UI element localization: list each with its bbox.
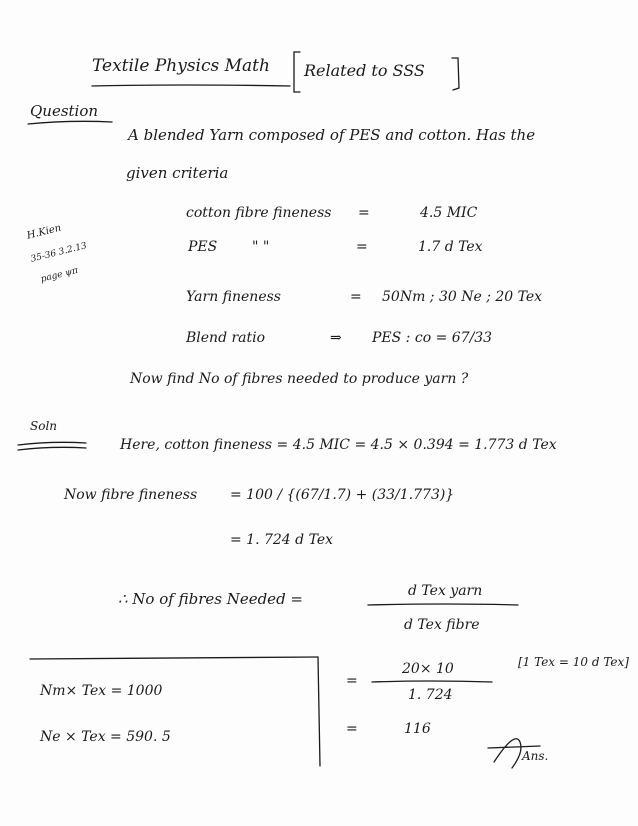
solution-fibre-formula: = 100 / {(67/1.7) + (33/1.773)} [230,487,455,503]
question-ask: Now find No of fibres needed to produce yarn ? [130,371,469,387]
question-line-2: given criteria [126,164,229,182]
tex-conversion-note: [1 Tex = 10 d Tex] [518,655,629,669]
final-answer: 116 [404,721,431,737]
formula-box-top [30,657,318,659]
criteria-pes-value: 1.7 d Tex [418,239,483,255]
criteria-yarn-name: Yarn fineness [186,289,281,305]
solution-cotton-conversion: Here, cotton fineness = 4.5 MIC = 4.5 × 0.394 = 1.773 d Tex [120,437,557,453]
margin-note-line-2: 35-36 3.2.13 [29,241,88,265]
equals-2: = [346,673,358,689]
answer-mark: Ans. [522,749,549,763]
criteria-cotton-sign: = [358,205,370,221]
title-related: Related to SSS [304,61,425,80]
question-line-1: A blended Yarn composed of PES and cotton. Has the [128,126,536,144]
solution-fibre-result: = 1. 724 d Tex [230,532,334,548]
margin-note-line-1: H.Kien [25,222,63,242]
title-underline [92,85,290,86]
criteria-pes-name: PES [188,239,218,255]
criteria-pes-ditto: " " [252,239,270,255]
criteria-blend-sign: ⇒ [330,330,342,346]
fraction-2-denominator: 1. 724 [408,687,453,703]
criteria-blend-name: Blend ratio [186,330,266,346]
fraction-bar-2 [372,681,492,682]
formula-box-right [318,657,320,766]
question-label: Question [30,102,99,120]
solution-underline-2 [18,447,86,450]
title-bracket-close [452,58,459,90]
question-underline [28,121,112,124]
formula-nm-tex: Nm× Tex = 1000 [40,683,163,699]
title-bracket-open [294,52,300,92]
solution-label: Soln [30,419,58,433]
criteria-cotton-name: cotton fibre fineness [186,205,332,221]
solution-needed-label: ∴ No of fibres Needed = [118,590,304,608]
fraction-1-denominator: d Tex fibre [404,617,480,633]
margin-note-line-3: page ψπ [39,265,80,285]
criteria-cotton-value: 4.5 MIC [420,205,478,221]
criteria-yarn-sign: = [350,289,362,305]
fraction-1-numerator: d Tex yarn [408,583,483,599]
criteria-yarn-value: 50Nm ; 30 Ne ; 20 Tex [382,289,543,305]
fraction-2-numerator: 20× 10 [402,661,454,677]
fraction-bar-1 [368,604,518,605]
criteria-pes-sign: = [356,239,368,255]
criteria-blend-value: PES : co = 67/33 [372,330,493,346]
formula-ne-tex: Ne × Tex = 590. 5 [40,729,171,745]
solution-fibre-label: Now fibre fineness [64,487,198,503]
equals-3: = [346,721,358,737]
solution-underline-1 [18,442,86,445]
page-title: Textile Physics Math [92,56,270,76]
